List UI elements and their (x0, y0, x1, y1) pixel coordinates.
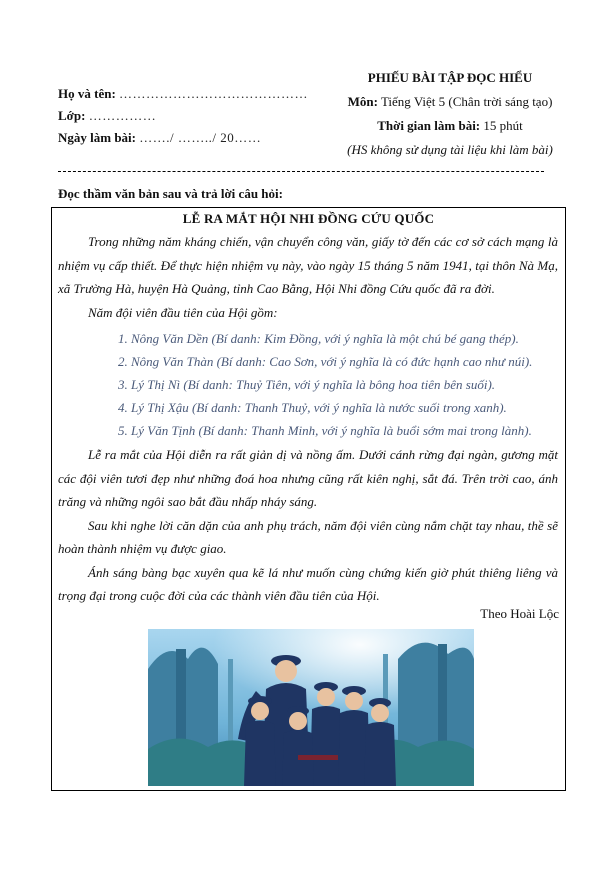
member-item: 1. Nông Văn Dền (Bí danh: Kim Đồng, với ý nghĩa là một chú bé gang thép). (118, 331, 519, 346)
sheet-title: PHIẾU BÀI TẬP ĐỌC HIỂU (367, 70, 533, 85)
exam-note: (HS không sử dụng tài liệu khi làm bài) (347, 142, 553, 157)
story-paragraph: Sau khi nghe lời căn dặn của anh phụ trách, năm đội viên cùng nắm chặt tay nhau, thề sẽ hoàn thành nhiệm vụ được giao. (58, 517, 558, 556)
member-item: 5. Lý Văn Tịnh (Bí danh: Thanh Minh, với ý nghĩa là buổi sớm mai trong lành). (118, 423, 532, 438)
time-value: 15 phút (483, 118, 523, 133)
story-paragraph: Lễ ra mắt của Hội diễn ra rất giản dị và nồng ấm. Dưới cánh rừng đại ngàn, gương mặt các đội viên tươi đẹp như những đoá hoa nhưng cũng rất kiên nghị, sắt đá. Trên trời cao, ánh trăng và những ngôi sao bắt đầu nhấp nháy sáng. (58, 447, 558, 509)
name-label: Họ và tên: (58, 86, 116, 101)
story-title: LỄ RA MẮT HỘI NHI ĐỒNG CỨU QUỐC (182, 211, 435, 226)
class-label: Lớp: (58, 108, 86, 123)
story-illustration (148, 629, 474, 786)
story-paragraph: Ánh sáng bàng bạc xuyên qua kẽ lá như muốn cùng chứng kiến giờ phút thiêng liêng và trọng đại trong cuộc đời của các thành viên đầu tiên của Hội. (58, 564, 558, 603)
reading-instruction: Đọc thầm văn bản sau và trả lời câu hỏi: (58, 186, 283, 201)
member-item: 4. Lý Thị Xậu (Bí danh: Thanh Thuỷ, với ý nghĩa là nước suối trong xanh). (118, 400, 507, 415)
story-credit: Theo Hoài Lộc (480, 606, 559, 621)
member-item: 2. Nông Văn Thàn (Bí danh: Cao Sơn, với ý nghĩa là có đức hạnh cao như núi). (118, 354, 533, 369)
subject-line (310, 94, 590, 110)
members-list (118, 327, 532, 442)
subject-label: Môn: (347, 94, 378, 109)
story-body (58, 443, 558, 608)
date-blank[interactable]: ……./ ……../ 20…… (139, 130, 262, 145)
date-label: Ngày làm bài: (58, 130, 136, 145)
members-intro: Năm đội viên đầu tiên của Hội gồm: (88, 304, 278, 320)
header-separator (58, 171, 544, 172)
subject-value: Tiếng Việt 5 (Chân trời sáng tạo) (380, 94, 553, 109)
story-intro: Trong những năm kháng chiến, vận chuyển công văn, giấy tờ đến các cơ sở cách mạng là nhiệm vụ cấp thiết. Để thực hiện nhiệm vụ này, vào ngày 15 tháng 5 năm 1941, tại thôn Nà Mạ, xã Trường Hà, huyện Hà Quảng, tỉnh Cao Bằng, Hội Nhi đồng Cứu quốc đã ra đời. (58, 234, 558, 296)
class-line[interactable] (58, 107, 156, 125)
member-item: 3. Lý Thị Nì (Bí danh: Thuỷ Tiên, với ý nghĩa là bông hoa tiên bên suối). (118, 377, 496, 392)
date-line[interactable] (58, 129, 261, 147)
time-label: Thời gian làm bài: (377, 118, 481, 133)
name-blank[interactable]: …………………………………… (119, 86, 309, 101)
time-line (310, 118, 590, 134)
student-name-line[interactable] (58, 85, 308, 103)
story-intro-block (58, 230, 558, 324)
class-blank[interactable]: …………… (88, 108, 157, 123)
